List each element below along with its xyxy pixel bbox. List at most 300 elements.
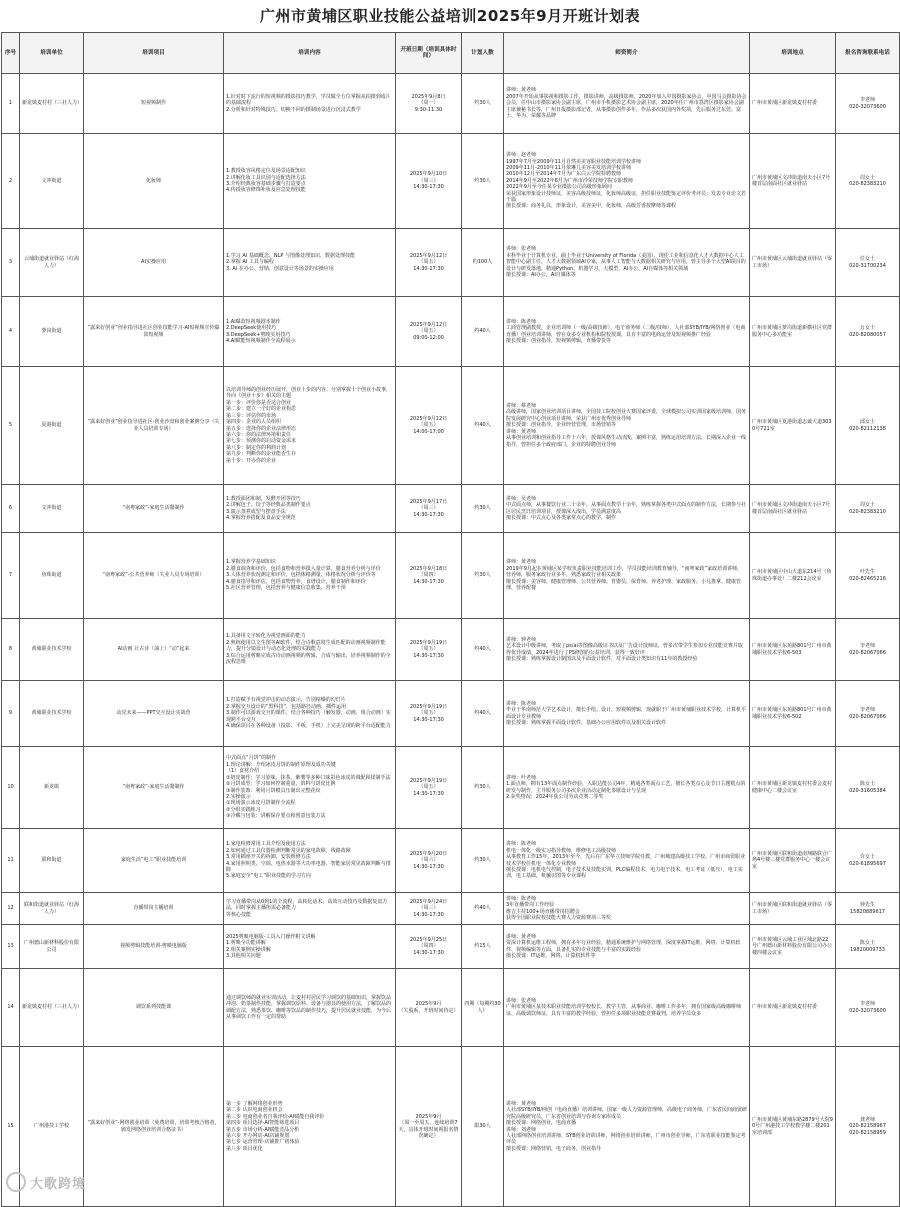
cell-content-line: 2.讲解包子、饺子等经典品类制作要点 bbox=[226, 502, 311, 509]
cell-count: 约100人 bbox=[462, 229, 504, 297]
cell-content-line: 4.膳食指导和评估，包括食物营养，食谱设计，膳食制作和评价 bbox=[226, 578, 366, 585]
cell-date-line: 2025年9月8日 bbox=[411, 93, 446, 100]
cell-content-line: 3. AI 在办公、营销、创意设计等场景的实操应用 bbox=[226, 265, 334, 272]
cell-content bbox=[224, 969, 396, 1047]
cell-project: 视频剪辑技能培训-剪映电脑版 bbox=[84, 925, 224, 969]
cell-project: 直播带岗主播培训 bbox=[84, 893, 224, 925]
cell-place: 广州市黄埔区新龙镇麦村村委 bbox=[750, 74, 836, 134]
cell-content bbox=[224, 134, 396, 229]
cell-date-line: 14:30-17:30 bbox=[413, 578, 444, 585]
cell-date-line: 09:00-12:00 bbox=[413, 334, 444, 341]
cell-date-line: 9:30-11:30 bbox=[414, 106, 443, 113]
cell-tel bbox=[836, 229, 900, 297]
cell-content-line: 1.学习 AI 基础概念、NLP 与图像处理知识、数据处理技能 bbox=[226, 252, 355, 259]
cell-content bbox=[224, 893, 396, 925]
table-row bbox=[2, 619, 900, 681]
cell-count: 限30人 bbox=[462, 1047, 504, 1207]
cell-date-line: （周一） bbox=[418, 100, 439, 107]
cell-teacher-line: 1.面点师，拥有13年面点制作经验，入职达能公司4年，精通各类面点工艺，擅长各类点心及节日主题糕点的研发与制作，主导服务公司多次企业活动定制化茶歇设计与呈现 bbox=[506, 781, 746, 794]
cell-teacher-line: 讲师：陈老师 bbox=[506, 700, 537, 707]
cell-tel bbox=[836, 485, 900, 533]
cell-date-line: 14:30-17:30 bbox=[413, 716, 444, 723]
cell-content-line: 2.如何通过工具仪器检测判断常见的家电故障，线路故障 bbox=[226, 847, 351, 854]
cell-date bbox=[396, 74, 462, 134]
table-row bbox=[2, 893, 900, 925]
cell-teacher-line: 机电一体化一级实习指导教师，维修电工高级技师 bbox=[506, 847, 617, 854]
cell-content-line: 5.社区营养管理，包括营养与健康信息收集，营养干预 bbox=[226, 585, 346, 592]
cell-no: 13 bbox=[2, 925, 20, 969]
cell-date-line: 2025年9月12日 bbox=[409, 252, 448, 259]
cell-tel-line: 邱女士 bbox=[859, 419, 875, 426]
cell-no: 9 bbox=[2, 681, 20, 747]
cell-content bbox=[224, 925, 396, 969]
cell-date-line: 14:30-17:30 bbox=[413, 790, 444, 797]
cell-place: 广州市黄埔区文冲街道南天小区7号楼首层南面社区就业驿站 bbox=[750, 134, 836, 229]
cell-place: 广州市黄埔区中山大道东214号（鱼珠街道办事处）二楼212会议室 bbox=[750, 533, 836, 619]
cell-date-line: 2025年9月19日 bbox=[409, 639, 448, 646]
cell-content-line: 3.演示蒸煮成型与摆盘手法 bbox=[226, 508, 286, 515]
cell-date-line: 14:30-17:30 bbox=[413, 652, 444, 659]
cell-content-line: 3.其他相关问题 bbox=[226, 952, 261, 959]
cell-project: AI动画 让古诗（油上）“动”起来 bbox=[84, 619, 224, 681]
cell-tel-line: 020-61895697 bbox=[849, 860, 886, 867]
cell-content bbox=[224, 619, 396, 681]
cell-content-line: 4.确保项目在各种设备（投影、平板、手机）上完美呈现的跨平台适配能力 bbox=[226, 723, 391, 730]
cell-unit: 新龙镇麦村村（三社人力） bbox=[20, 74, 84, 134]
header-no: 序号 bbox=[2, 33, 20, 74]
cell-date bbox=[396, 533, 462, 619]
cell-tel-line: 周女士 bbox=[859, 174, 875, 181]
cell-content-line: （1）食材介绍 bbox=[226, 768, 260, 775]
cell-date-line: （周五） bbox=[418, 259, 439, 266]
cell-content-line: 2.讲解化妆工具识别与适配选择方法 bbox=[226, 174, 306, 181]
cell-content bbox=[224, 747, 396, 829]
header-date: 开班日期（培训具体时间） bbox=[396, 33, 462, 74]
cell-content-line: 2.膳食调查和评价，包括食物和营养摄入量计算，膳食营养分析与评价 bbox=[226, 565, 381, 572]
cell-teacher-line: 2010年12月至2014年7月为广东白云学院特聘教师 bbox=[506, 171, 621, 178]
cell-teacher-line: 擅长授课：创业指导，短视频剪辑，直播带货等 bbox=[506, 337, 612, 344]
cell-teacher bbox=[504, 134, 750, 229]
cell-count: 约40人 bbox=[462, 681, 504, 747]
cell-teacher-line: 3年直播带岗工作经验 bbox=[506, 902, 555, 909]
cell-tel-line: 许女士 bbox=[859, 854, 875, 861]
cell-teacher-line: 擅长授课：熟练掌握平面设计软件，基础办公应用软件以及相关设计软件 bbox=[506, 719, 667, 726]
cell-no: 12 bbox=[2, 893, 20, 925]
cell-tel-line: 万女士 bbox=[859, 325, 875, 332]
cell-no: 10 bbox=[2, 747, 20, 829]
cell-teacher-line: 2022年9月至今任某专业摄影公司高级形象顾问 bbox=[506, 184, 612, 191]
cell-date-line: 2025年9月 bbox=[415, 1113, 442, 1120]
cell-project: “露来好创业”创业指导进社区创业技能学习-AI短视频宣传爆款短视频 bbox=[84, 297, 224, 367]
cell-teacher-line: 擅长授课：网络营销，电子商务，创业指导 bbox=[506, 1145, 602, 1152]
cell-teacher-line: 擅长授课：创业指导，企业经营管理，市场营销等 bbox=[506, 422, 617, 429]
cell-teacher-line: 讲师：刘老师 bbox=[506, 1126, 537, 1133]
cell-content-line: 5.家庭安全“电工”职业技能的学习方向 bbox=[226, 873, 311, 880]
cell-unit: 云埔街道就业驿站（红海人力） bbox=[20, 229, 84, 297]
cell-unit: 新龙镇麦村村（三社人力） bbox=[20, 969, 84, 1047]
cell-date-line: 2025年9月19日 bbox=[409, 703, 448, 710]
table-row bbox=[2, 1047, 900, 1207]
cell-unit: 文冲街道 bbox=[20, 485, 84, 533]
cell-tel-line: 钟先生 bbox=[859, 902, 875, 909]
cell-content-line: 第三步：评估你的市场 bbox=[226, 412, 277, 419]
table-row bbox=[2, 367, 900, 485]
cell-tel bbox=[836, 619, 900, 681]
cell-date-line: 2025年9月20日 bbox=[409, 850, 448, 857]
cell-project: 化妆师 bbox=[84, 134, 224, 229]
cell-place: 广州市黄埔区夏港街道志诚大道3030号721室 bbox=[750, 367, 836, 485]
cell-teacher-line: 人社部SYB/IYB/网创（电商直播）培训讲师，国家一级人力资源管理师，高级电子商务师，广东省民间商贸研究院高级研究员，广东省创业培训与咨询专家库成员 bbox=[506, 1107, 747, 1120]
cell-tel bbox=[836, 829, 900, 893]
cell-tel bbox=[836, 893, 900, 925]
cell-tel-line: 020-82158959 bbox=[849, 1129, 886, 1136]
cell-content-line: 1.针对时下流行的短视频的摄影技巧教学，学员做全方位掌握从拍摄到成片的基础流程 bbox=[226, 93, 391, 107]
cell-content bbox=[224, 297, 396, 367]
cell-date-line: （周四） bbox=[418, 943, 439, 950]
cell-content-line: ②月饼成型：学习如何控制重量，馅料与饼皮比例 bbox=[226, 781, 336, 788]
cell-teacher-line: 讲师：陈老师 bbox=[506, 895, 537, 902]
cell-date-line: 14:30-17:30 bbox=[413, 265, 444, 272]
cell-teacher-line: 擅长授课：中式点心及各类家常点心的教学，制作 bbox=[506, 514, 617, 521]
cell-content-line: 2.实操演示 bbox=[226, 793, 251, 800]
page-title: 广州市黄埔区职业技能公益培训2025年9月开班计划表 bbox=[259, 7, 641, 25]
cell-content-line: 第九步：判断你的企业能否生存 bbox=[226, 451, 297, 458]
cell-count: 约30人 bbox=[462, 533, 504, 619]
cell-content-line: ①奶皮制作：学习原味、抹茶、紫薯等多种口味彩色冰皮的调配和揉制手法 bbox=[226, 774, 391, 781]
cell-content-line: 第三步 电商创业者自我评价-AI赋能自我评价 bbox=[226, 1113, 325, 1120]
header-count: 计划人数 bbox=[462, 33, 504, 74]
cell-content-line: 3.常用插座开关的拆卸、安装维修方法 bbox=[226, 854, 311, 861]
cell-tel-line: 020-82383210 bbox=[849, 508, 886, 515]
cell-no: 11 bbox=[2, 829, 20, 893]
cell-content bbox=[224, 533, 396, 619]
cell-date-line: （周五） bbox=[418, 784, 439, 791]
cell-teacher-line: 讲师：蔡老师 bbox=[506, 403, 537, 410]
cell-date-line: （周三） bbox=[418, 905, 439, 912]
cell-content-line: 2.分析和针对特殊技巧，切换不同的摄制场景进行沉浸式教学 bbox=[226, 106, 361, 113]
table-body bbox=[2, 74, 900, 1207]
cell-teacher bbox=[504, 367, 750, 485]
cell-content bbox=[224, 367, 396, 485]
cell-date-line: 14:30-17:30 bbox=[413, 863, 444, 870]
cell-teacher-line: 讲师：叶老师 bbox=[506, 774, 537, 781]
cell-date bbox=[396, 367, 462, 485]
cell-tel bbox=[836, 533, 900, 619]
table-row bbox=[2, 134, 900, 229]
cell-teacher-line: 讲师：陈老师 bbox=[506, 841, 537, 848]
cell-date-line: 14:30-17:30 bbox=[413, 911, 444, 918]
cell-date-line: 2025年9月18日 bbox=[409, 565, 448, 572]
cell-content-line: 第五步 市场分析-AI赋能竞品分析 bbox=[226, 1126, 300, 1133]
cell-teacher-line: 讲师：黄老师 bbox=[506, 87, 537, 94]
cell-date-line: （失股系，开班时间待定） bbox=[398, 1007, 459, 1014]
cell-no: 6 bbox=[2, 485, 20, 533]
table-row bbox=[2, 74, 900, 134]
watermark-text: 大歌跨境 bbox=[30, 1176, 87, 1192]
cell-tel-line: 陈女士 bbox=[859, 940, 875, 947]
cell-teacher-line: 擅长授课：网络创业，电商直播 bbox=[506, 1120, 577, 1127]
cell-date bbox=[396, 969, 462, 1047]
cell-date bbox=[396, 1047, 462, 1207]
cell-unit: 新龙镇 bbox=[20, 747, 84, 829]
cell-teacher-line: 讲师：黄老师 bbox=[506, 559, 537, 566]
cell-place: 广州市黄埔区东苑路801号广州市黄埔职业技术学校6-503 bbox=[750, 619, 836, 681]
cell-date-line: 14:30-17:30 bbox=[413, 184, 444, 191]
cell-unit: 黄埔职业技术学校 bbox=[20, 681, 84, 747]
cell-date-line: 2025年9月 bbox=[415, 1001, 442, 1008]
cell-teacher bbox=[504, 485, 750, 533]
cell-content-line: 1.打造赋予有视觉冲击的动态演示，告别枯燥的幻灯片 bbox=[226, 697, 346, 704]
cell-tel-line: 020-82067066 bbox=[849, 713, 886, 720]
cell-count: 约40人 bbox=[462, 367, 504, 485]
cell-teacher-line: 中式面点师，从事餐饮行业二十余年，从事面点教学十余年，熟练掌握各类中式面点的制作方法，长期参与社区居民烹饪培训项目，授课深入浅出，学员满意度高 bbox=[506, 502, 747, 515]
cell-date bbox=[396, 297, 462, 367]
cell-count: 约30人 bbox=[462, 829, 504, 893]
cell-content bbox=[224, 829, 396, 893]
cell-content-line: 3.介绍经典妆容基础步骤与打造要点 bbox=[226, 181, 306, 187]
cell-teacher-line: 2007年开始从事影视和摄影工作，摄影讲师，高级摄影师，2020年加入中国摄影家协会，中国马会摄影协会会员，任中山市摄影家协会副主席，广州市手机摄影艺术协会副主席，2020年任广州市荔湾区摄影家协会副主席兼秘书长等，广州日报摄影部记者，从事摄影创作多年，作品多次获国内外奖项，先后服务过东莞、富士、华为、荣耀等品牌 bbox=[506, 93, 747, 120]
cell-content-line: 2.掌握 AI 工具与编程 bbox=[226, 259, 274, 266]
cell-tel-line: 020-32073600 bbox=[849, 103, 886, 110]
header-place: 培训地点 bbox=[750, 33, 836, 74]
cell-content-line: 第二步 认识电商创业机会 bbox=[226, 1107, 283, 1114]
cell-tel bbox=[836, 74, 900, 134]
table-row bbox=[2, 229, 900, 297]
cell-teacher-line: 擅长授课：IT运维、网络、计算机软件等 bbox=[506, 952, 596, 959]
cell-teacher-line: 2014年9月至2022年6月为广州市沙荣技师学院专职教师 bbox=[506, 177, 633, 184]
table-row bbox=[2, 485, 900, 533]
cell-content-line: 2.DeepSeek使用技巧 bbox=[226, 325, 277, 332]
cell-content bbox=[224, 681, 396, 747]
cell-content-line: 3.人体营养状况测定和评价，包括体格测量、体格状况分析与评价等 bbox=[226, 572, 376, 579]
cell-project: “南粤家政”-家庭生活餐制作 bbox=[84, 747, 224, 829]
cell-no: 3 bbox=[2, 229, 20, 297]
cell-teacher-line: 1997年7月至2009年11月自然美美容职业技能培训学校讲师 bbox=[506, 158, 641, 165]
cell-content-line: 4.家用照明类、空调、电热水器等大功率电器、智能家居常见故障判断与排除 bbox=[226, 860, 391, 873]
cell-tel-line: 020-31605384 bbox=[849, 787, 886, 794]
table-row bbox=[2, 681, 900, 747]
cell-date-line: （周三） bbox=[418, 177, 439, 184]
cell-content-line: 4.传授妆容修饰补妆及应急处理技能 bbox=[226, 187, 306, 194]
cell-date-line: 2025年9月10日 bbox=[409, 171, 448, 178]
cell-teacher-line: 2009年11月-2010年11月依琳儿美容美发培训学校讲师 bbox=[506, 164, 631, 171]
cell-date bbox=[396, 619, 462, 681]
cell-date bbox=[396, 681, 462, 747]
cell-teacher bbox=[504, 297, 750, 367]
cell-teacher bbox=[504, 619, 750, 681]
cell-tel-line: 龚老师 bbox=[859, 1116, 875, 1123]
cell-content-line: 1.理论讲解：介绍冰皮月饼的制作原理及成功关键 bbox=[226, 761, 336, 768]
cell-content-line: ③制作装饰：利用月饼模具压制出完整花纹 bbox=[226, 787, 321, 794]
cell-tel-line: 李老师 bbox=[859, 1001, 875, 1008]
cell-content-line: ②分组实践练习 bbox=[226, 806, 261, 813]
cell-content-line: 4.AI赋能短视频制作全流程展示 bbox=[226, 337, 296, 344]
cell-content-line: 通过调饮师的就业实训活动，让麦村村居民学习调饮的基础知识，掌握饮品冲泡、奶茶制作技能，掌握调饮原料、设备与器具的使用方法，了解饮品的调配方法，熟悉茶饮、咖啡等饮品的制作技巧，提升居民就业技能，为今后从事调饮工作有一定的帮助 bbox=[226, 994, 392, 1020]
cell-teacher-line: 讲师：吴老师 bbox=[506, 495, 537, 502]
cell-no: 1 bbox=[2, 74, 20, 134]
cell-date-line: 2025年9月17日 bbox=[409, 498, 448, 505]
table-row bbox=[2, 533, 900, 619]
cell-place: 广州市黄埔区新龙镇麦村村委 bbox=[750, 969, 836, 1047]
cell-tel-line: 周女士 bbox=[859, 502, 875, 509]
cell-count: 约30人 bbox=[462, 74, 504, 134]
header-tel: 报名咨询联系电话 bbox=[836, 33, 900, 74]
cell-count: 约15人 bbox=[462, 925, 504, 969]
cell-tel-line: 15820889617 bbox=[850, 908, 885, 915]
table-row bbox=[2, 297, 900, 367]
cell-tel-line: 李老师 bbox=[859, 643, 875, 650]
cell-unit: 广州港技工学校 bbox=[20, 1047, 84, 1207]
cell-unit: 联和街道就业驿站（红海人力） bbox=[20, 893, 84, 925]
cell-teacher-line: 擅长授课：电机电气控制，电子技术及技能实训，PLC编程技术，电力电子技术，电工考证（低压），电工实训，电工基础，机械识图等专业课程 bbox=[506, 866, 743, 880]
cell-date-line: （周五） bbox=[418, 646, 439, 653]
cell-tel-line: 020-82158967 bbox=[849, 1123, 886, 1130]
cell-content-line: 第十步：开办你的企业 bbox=[226, 457, 277, 464]
cell-date-line: （周四） bbox=[418, 572, 439, 579]
cell-teacher bbox=[504, 747, 750, 829]
cell-date-line: （周五） bbox=[418, 710, 439, 717]
cell-date-line: 14:30-17:30 bbox=[413, 949, 444, 956]
header-project: 培训项目 bbox=[84, 33, 224, 74]
cell-teacher bbox=[504, 74, 750, 134]
cell-tel-line: 陈女士 bbox=[859, 781, 875, 788]
cell-unit: 联和街道 bbox=[20, 829, 84, 893]
cell-place: 广州市黄埔区文冲街道南天小区7号楼首层南面社区就业驿站 bbox=[750, 485, 836, 533]
cell-content-line: 2.相关案例实操讲解 bbox=[226, 946, 271, 953]
cell-content-line: 等核心技能 bbox=[226, 911, 252, 918]
cell-teacher-line: 人社部网络创业培训讲师，SYB创业培训讲师，网络创业培训讲师，广州市创业导师，广东省职业技能鉴定考评员 bbox=[506, 1132, 746, 1146]
cell-date-line: 2025年9月19日 bbox=[409, 777, 448, 784]
cell-unit: 文冲街道 bbox=[20, 134, 84, 229]
cell-teacher-line: 擅长授课：AI办公，AI自媒体等 bbox=[506, 272, 576, 279]
watermark bbox=[6, 1173, 86, 1195]
cell-content-line: 第四步 项目选择-AI智能筛选项目 bbox=[226, 1120, 300, 1127]
cell-tel bbox=[836, 969, 900, 1047]
cell-content-line: 3.制作可以游戏交互的课件，结合各种技巧（触发器、动画、组合动画）实现跨平台交互 bbox=[226, 710, 391, 723]
cell-content-line: 2.熟练使用以文生图等AI软件，结合诗歌意境生成匹配的动画视频制作能力，提升分镜设计与动态化处理的实践能力 bbox=[226, 639, 386, 653]
cell-project: “露来好创业”创业指导进社区-创业沙盘和创业案例分享（失业人员培训专场） bbox=[84, 367, 224, 485]
cell-content-line: 第七步：预测你的启动资金需求 bbox=[226, 438, 297, 445]
cell-content-line: 第八步 项目优化 bbox=[226, 1145, 263, 1152]
cell-teacher-line: 讲师：黄老师 bbox=[506, 933, 537, 940]
cell-date-line: （周三） bbox=[418, 505, 439, 512]
cell-teacher-line: 艺术设计中级讲师，考取了ps/ai等图像高级证书以及广告设计技师证，曾多次带学生参加专业技能竞赛并取得优异成绩，2024年进行了PS修图的公益培训，获得一致好评 bbox=[506, 643, 743, 656]
cell-tel-line: 020-82112138 bbox=[849, 425, 886, 432]
cell-tel-line: 020-82067066 bbox=[849, 649, 886, 656]
cell-teacher-line: 2019年9月起在黄埔区某学校负责职业技能培训工作，学员技能培训教育辅导，“南粤家政”家政培训讲师，营养师，服务家政行业多年，熟悉家政行业相关政策 bbox=[506, 565, 743, 579]
cell-tel-line: 020-82465216 bbox=[849, 575, 886, 582]
cell-tel bbox=[836, 1047, 900, 1207]
cell-teacher-line: 擅长授课：熟练掌握设计制图以及平面设计软件，对平面设计类知识有11年的教授经验 bbox=[506, 655, 698, 662]
cell-teacher bbox=[504, 969, 750, 1047]
cell-teacher-line: 本科毕业于计算机专业，硕士毕业于University of Florida（美国），现任工业和信息化人才大数据中心人工智能中心副主任，人才大数据领域AI专家，从事人工智能与大数据相关研究与应用，曾主导多个大型AI项目的设计与研发落地，精通Python、机器学习、大模型、AI办公、AI自媒体等相关领域 bbox=[506, 252, 746, 272]
cell-tel-line: 020-82383210 bbox=[849, 181, 886, 187]
cell-content-line: 1.家电检修常用工具介绍及使用方法 bbox=[226, 841, 306, 848]
cell-count: 四期（每期约30人） bbox=[462, 969, 504, 1047]
cell-date-line: 2025年9月12日 bbox=[409, 321, 448, 328]
cell-content-line: 中式面点“月饼”的制作 bbox=[226, 755, 277, 762]
table-row bbox=[2, 969, 900, 1047]
cell-tel-line: 020-82080057 bbox=[849, 331, 886, 338]
cell-content bbox=[224, 1047, 396, 1207]
cell-content-line: 1.剪映全功能讲解 bbox=[226, 940, 266, 947]
cell-teacher-line: 讲师：张老师 bbox=[506, 246, 537, 253]
cell-unit: 鱼珠街道 bbox=[20, 533, 84, 619]
cell-unit: 黄埔职业技术学校 bbox=[20, 619, 84, 681]
cell-date bbox=[396, 893, 462, 925]
cell-no: 2 bbox=[2, 134, 20, 229]
cell-content-line: 第八步：制定你的利润计划 bbox=[226, 444, 287, 451]
cell-place: 广州市黄埔区云埔街道就业驿站（零工市场） bbox=[750, 229, 836, 297]
cell-date bbox=[396, 229, 462, 297]
cell-content-line: 2025剪映电脑版-工具入门操作附文讲解 bbox=[226, 933, 316, 940]
cell-content bbox=[224, 485, 396, 533]
cell-tel-line: 李老师 bbox=[859, 707, 875, 714]
cell-content-line: 第五步：选择你的企业法律形态 bbox=[226, 425, 297, 432]
header-unit: 培训单位 bbox=[20, 33, 84, 74]
cell-teacher-line: 毕业于华南师范大学艺术设计，擅长手绘、设计、短视频剪辑，现就职于广州市黄埔职业技术学校，计算机平面设计专业教师 bbox=[506, 707, 747, 720]
cell-no: 8 bbox=[2, 619, 20, 681]
header-content: 培训内容 bbox=[224, 33, 396, 74]
cell-tel bbox=[836, 297, 900, 367]
cell-content bbox=[224, 229, 396, 297]
cell-teacher bbox=[504, 533, 750, 619]
cell-place: 广州市黄埔区云埔工业区埔北路22号广州德山新材料股份有限公司办公楼四楼会议室 bbox=[750, 925, 836, 969]
cell-content-line: 2.掌握交互设计的“黑科技”，包括路径动画、插件运用 bbox=[226, 703, 346, 710]
cell-teacher-line: 讲师：黄老师 bbox=[506, 1100, 537, 1107]
cell-date bbox=[396, 925, 462, 969]
cell-date-line: 14:00-17:00 bbox=[413, 428, 444, 435]
cell-teacher bbox=[504, 681, 750, 747]
cell-tel bbox=[836, 681, 900, 747]
cell-no: 5 bbox=[2, 367, 20, 485]
cell-content-line: 第一步：评价你是否适合创业 bbox=[226, 399, 292, 406]
cell-project: “南粤家政”-家庭生活餐制作 bbox=[84, 485, 224, 533]
cell-teacher-line: 讲师：钟老师 bbox=[506, 636, 537, 643]
cell-content-line: 4.掌握营养搭配及食品安全规范 bbox=[226, 514, 296, 521]
table-header-row bbox=[2, 33, 900, 74]
cell-teacher-line: 擅长授课：商务礼仪，形象设计，美容美甲，化妆师，高级芳香按摩师等课程 bbox=[506, 203, 677, 210]
cell-content-line: 第六步：你的法律环境和责任 bbox=[226, 431, 292, 438]
cell-tel-line: 任女士 bbox=[859, 256, 875, 263]
cell-project: 动见未来——PPT交互设计实战营 bbox=[84, 681, 224, 747]
cell-place: 广州市黄埔区联和街道就业驿站（零工市场） bbox=[750, 893, 836, 925]
training-schedule-table bbox=[1, 32, 900, 1207]
cell-content-line: 第二步：建立一个好的企业构思 bbox=[226, 406, 297, 413]
cell-count: 约30人 bbox=[462, 747, 504, 829]
cell-teacher bbox=[504, 893, 750, 925]
cell-teacher-line: 工商管理副教授，企业培训师（一级/高级技师），电子商务师（二级/技师），人社部SYB/IYB/网络创业（电商直播）创业培训讲师，曾在众多专业机构和院校授课，具有丰富的电商运营及短视频推广经验 bbox=[506, 325, 746, 338]
cell-date-line: 2025年9月25日 bbox=[409, 936, 448, 943]
cell-date bbox=[396, 134, 462, 229]
cell-count: 约40人 bbox=[462, 297, 504, 367]
cell-tel-line: 李老师 bbox=[859, 97, 875, 104]
cell-content-line: 1.掌握营养学基础知识 bbox=[226, 559, 276, 566]
cell-teacher-line: 擅长授课：美容师、健康管理师、公共营养师、育婴员、保育师、养老护理、家政服务、小儿推拿、健康管理、营养配餐 bbox=[506, 578, 742, 592]
cell-unit: 广州德山新材科股份有限公司 bbox=[20, 925, 84, 969]
cell-teacher-line: 维吉主持100+场直播带岗招聘会 bbox=[506, 908, 580, 915]
cell-place: 广州市黄埔区新龙镇麦村村委会麦村健康中心二楼会议室 bbox=[750, 747, 836, 829]
cell-project: 调饮系列技能课 bbox=[84, 969, 224, 1047]
cell-teacher-line: 获得全国职业院校技能大赛人力资源赛项三等奖 bbox=[506, 914, 612, 921]
cell-no: 7 bbox=[2, 533, 20, 619]
cell-content-line: 1.教授妆容风格定位及场景适配知识 bbox=[226, 168, 306, 175]
cell-content-line: 第七步 运营管理-店铺推广初体验 bbox=[226, 1139, 300, 1146]
cell-tel-line: 19820009733 bbox=[850, 946, 885, 953]
cell-teacher-line: 讲师：黄老师 bbox=[506, 428, 537, 435]
watermark-logo-icon bbox=[6, 1172, 26, 1192]
cell-content-line: 第六步 开办网店-AI店铺规划 bbox=[226, 1132, 290, 1139]
